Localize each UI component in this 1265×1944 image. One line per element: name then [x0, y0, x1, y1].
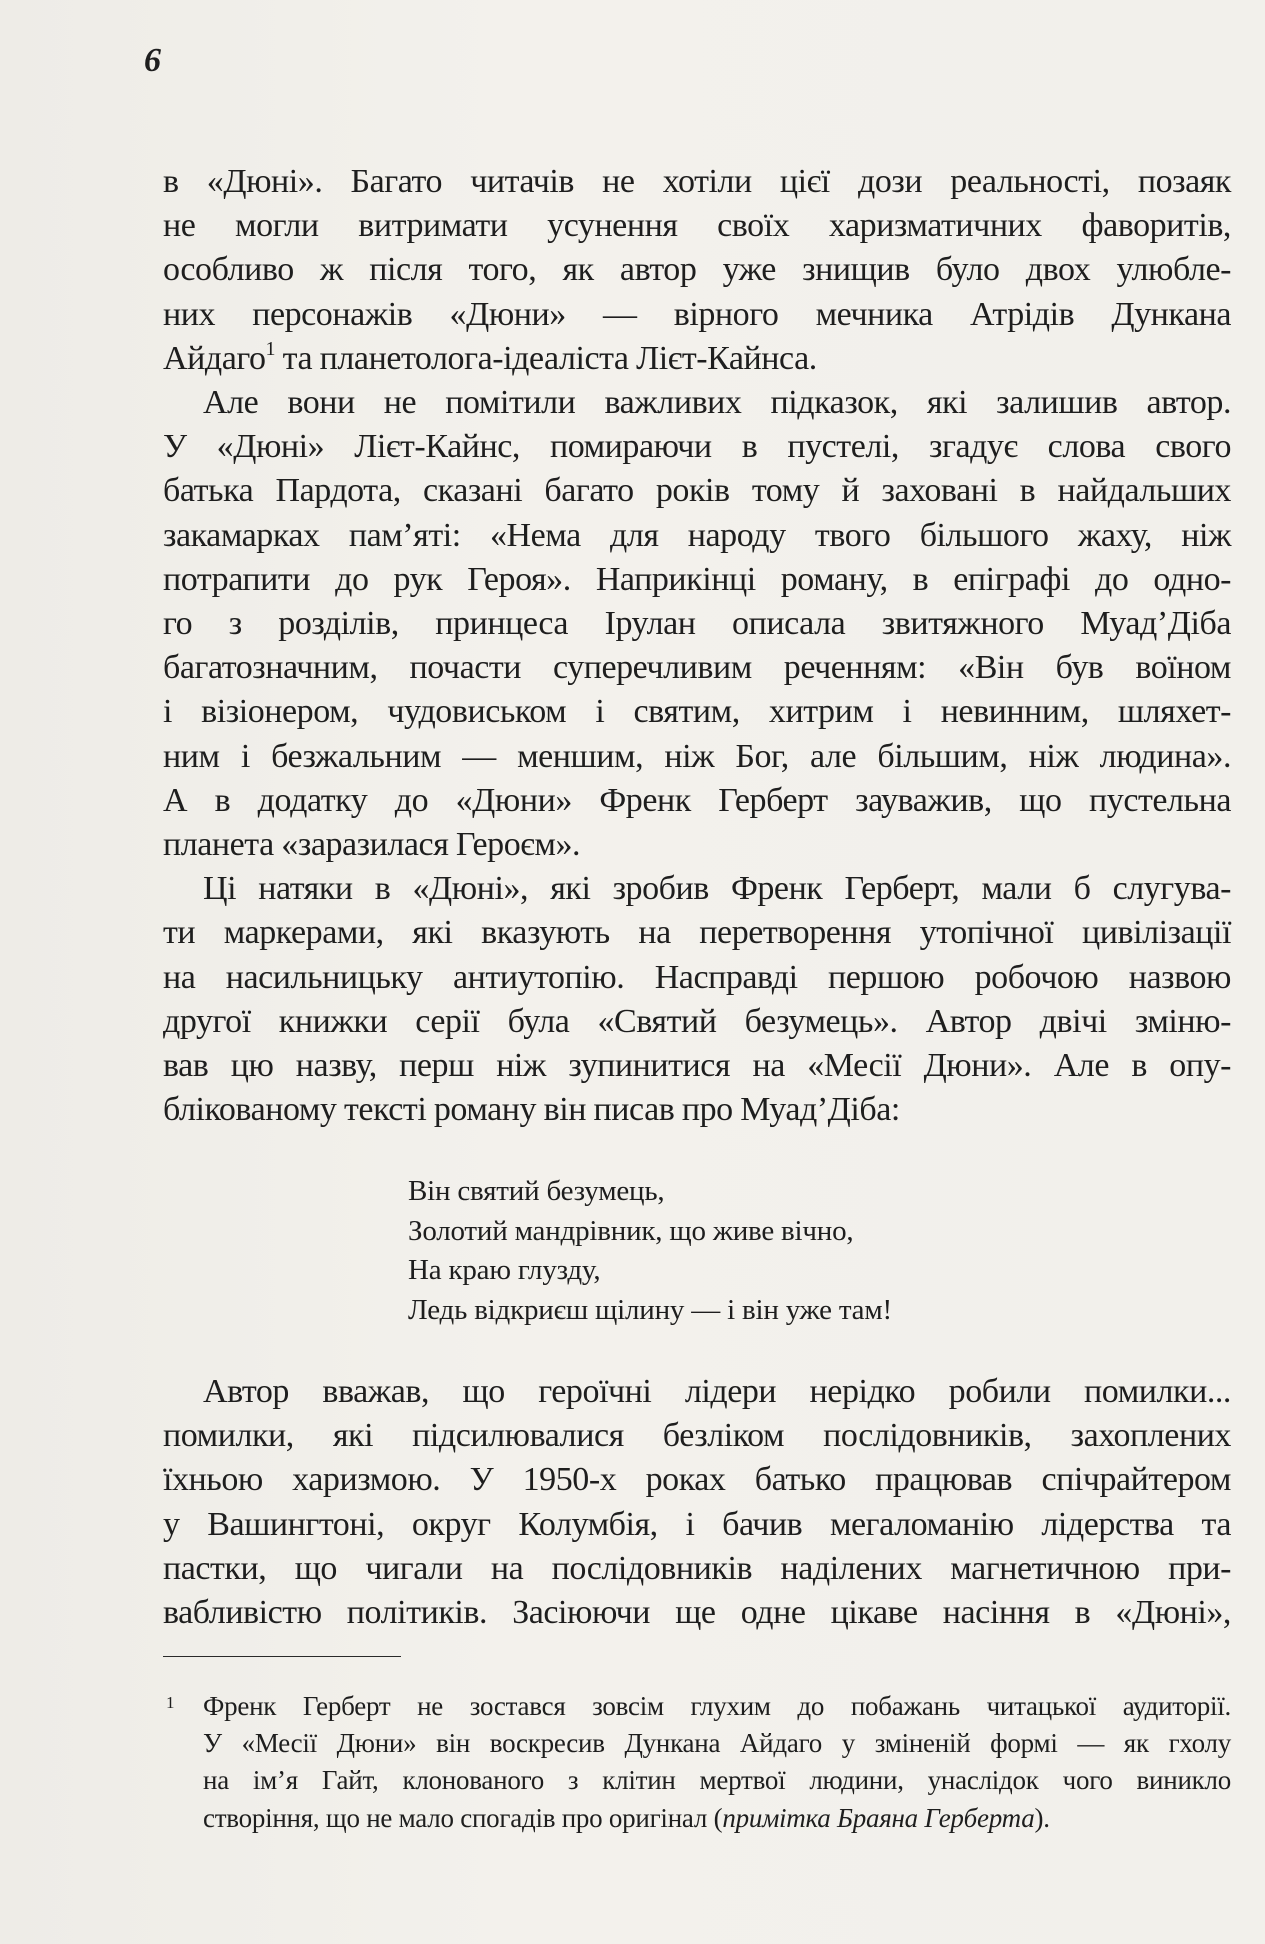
body-text — [163, 160, 1231, 1132]
footnote-mark: 1 — [166, 1693, 175, 1712]
text-line: них персонажів «Дюни» — вірного мечника Атрідів Дункана — [163, 295, 1231, 333]
page-number: 6 — [144, 42, 161, 79]
text-segment: та планетолога-ідеаліста Лієт-Кайнса. — [275, 339, 817, 377]
text-line: у Вашингтоні, округ Колумбія, і бачив мегаломанію лідерства та — [163, 1505, 1231, 1543]
text-line: ти маркерами, які вказують на перетворення утопічної цивілізації — [163, 914, 1231, 952]
text-segment: створіння, що не мало спогадів про оригінал ( — [203, 1802, 723, 1833]
text-segment: Айдаго — [163, 339, 266, 377]
footnote-separator — [163, 1656, 401, 1657]
text-line: У «Дюні» Лієт-Кайнс, помираючи в пустелі, згадує слова свого — [163, 428, 1231, 466]
text-segment: ). — [1034, 1802, 1050, 1833]
text-line: Автор вважав, що героїчні лідери нерідко робили помилки... — [203, 1373, 1231, 1410]
text-line: не могли витримати усунення своїх харизматичних фаворитів, — [163, 207, 1231, 245]
text-line: блікованому тексті роману він писав про Муад’Діба: — [163, 1091, 900, 1129]
text-line: закамарках пам’яті: «Нема для народу твого більшого жаху, ніж — [163, 516, 1231, 554]
text-line: вабливістю політиків. Засіюючи ще одне цікаве насіння в «Дюні», — [163, 1594, 1231, 1632]
footnote-line: на ім’я Гайт, клонованого з клітин мертвої людини, унаслідок чого виникло — [203, 1765, 1231, 1796]
verse-line: Ледь відкриєш щілину — і він уже там! — [408, 1293, 892, 1326]
text-line: особливо ж після того, як автор уже знищив було двох улюбле- — [163, 251, 1231, 289]
verse-line: Золотий мандрівник, що живе вічно, — [408, 1214, 854, 1247]
text-line: на насильницьку антиутопію. Насправді першою робочою назвою — [163, 958, 1231, 996]
paragraph-4 — [163, 1370, 1231, 1635]
footnote-line: У «Месії Дюни» він воскресив Дункана Айдаго у зміненій формі — як гхолу — [203, 1728, 1231, 1759]
text-line: ним і безжальним — меншим, ніж Бог, але більшим, ніж людина». — [163, 737, 1231, 775]
text-line: другої книжки серії була «Святий безумець». Автор двічі зміню- — [163, 1002, 1231, 1040]
verse-line: На краю глузду, — [408, 1254, 601, 1286]
paragraph-1 — [163, 160, 1231, 381]
text-line: Ці натяки в «Дюні», які зробив Френк Герберт, мали б слугува- — [203, 870, 1231, 908]
footnote-line: Френк Герберт не зостався зовсім глухим до побажань читацької аудиторії. — [203, 1691, 1231, 1721]
text-line: їхньою харизмою. У 1950-х роках батько працював спічрайтером — [163, 1461, 1231, 1499]
text-line: вав цю назву, перш ніж зупинитися на «Месії Дюни». Але в опу- — [163, 1047, 1231, 1085]
text-line: пастки, що чигали на послідовників наділених магнетичною при- — [163, 1549, 1231, 1587]
text-line: батька Пардота, сказані багато років тому й заховані в найдальших — [163, 472, 1231, 510]
text-line: в «Дюні». Багато читачів не хотіли цієї дози реальності, позаяк — [163, 163, 1231, 200]
verse-quote — [408, 1172, 892, 1330]
text-line: го з розділів, принцеса Ірулан описала звитяжного Муад’Діба — [163, 605, 1231, 643]
verse-line: Він святий безумець, — [408, 1175, 665, 1207]
text-line: планета «заразилася Героєм». — [163, 826, 581, 864]
text-line: Але вони не помітили важливих підказок, які залишив автор. — [203, 384, 1231, 422]
text-line: потрапити до рук Героя». Наприкінці роману, в епіграфі до одно- — [163, 560, 1231, 598]
text-line: багатозначним, почасти суперечливим реченням: «Він був воїном — [163, 649, 1231, 687]
text-line: помилки, які підсилювалися безліком послідовників, захоплених — [163, 1417, 1231, 1455]
body-text-after-verse — [163, 1370, 1231, 1635]
footnote — [163, 1688, 1231, 1837]
text-line: А в додатку до «Дюни» Френк Герберт зауважив, що пустельна — [163, 781, 1231, 819]
footnote-ref: 1 — [265, 337, 276, 360]
text-line — [163, 337, 1231, 381]
text-line: і візіонером, чудовиськом і святим, хитрим і невинним, шляхет- — [163, 693, 1231, 731]
footnote-attribution: примітка Браяна Герберта — [722, 1802, 1035, 1833]
footnote-line — [163, 1800, 1231, 1837]
paragraph-3 — [163, 867, 1231, 1132]
paragraph-2 — [163, 381, 1231, 867]
